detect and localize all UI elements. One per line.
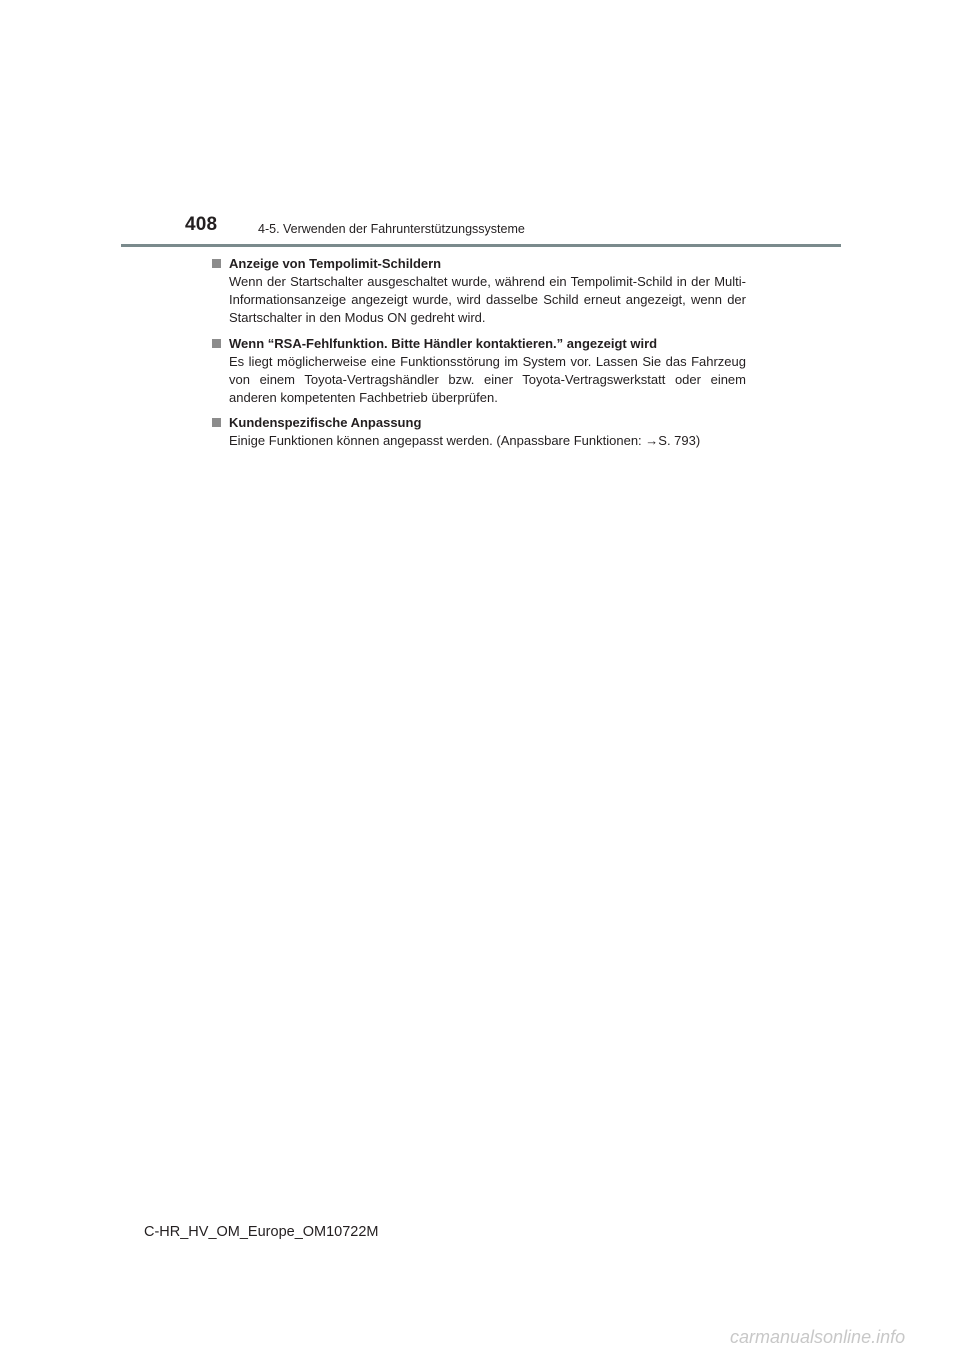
document-code: C-HR_HV_OM_Europe_OM10722M: [144, 1224, 379, 1240]
page-content: [212, 255, 746, 450]
section-heading-text: Kundenspezifische Anpassung: [229, 415, 422, 431]
section-paragraph-2: Es liegt möglicherweise eine Funktionsstörung im System vor. Lassen Sie das Fahrzeug von einem Toyota-Vertragshändler bzw. einer Toyota-Vertragswerkstatt oder einem anderen kompetenten Fachbetrieb überprüfen.: [229, 353, 746, 406]
page-number: 408: [185, 214, 218, 235]
section-title: 4-5. Verwenden der Fahrunterstützungssysteme: [258, 222, 525, 236]
section-heading-1: [212, 255, 746, 273]
section-paragraph-1: Wenn der Startschalter ausgeschaltet wurde, während ein Tempolimit-Schild in der Multi-Informationsanzeige angezeigt wurde, wird dasselbe Schild erneut angezeigt, wenn der Startschalter in den Modus ON gedreht wird.: [229, 274, 746, 326]
square-bullet-icon: [212, 259, 221, 268]
watermark: carmanualsonline.info: [730, 1327, 906, 1347]
header-divider: [121, 244, 841, 247]
section-heading-text: Anzeige von Tempolimit-Schildern: [229, 256, 442, 271]
section-heading-2: [212, 335, 746, 353]
section-paragraph-3: Einige Funktionen können angepasst werden. (Anpassbare Funktionen: →S. 793): [229, 433, 701, 449]
section-heading-3: [212, 414, 746, 432]
square-bullet-icon: [212, 339, 221, 348]
section-heading-text: Wenn “RSA-Fehlfunktion. Bitte Händler kontaktieren.” angezeigt wird: [229, 335, 658, 351]
square-bullet-icon: [212, 418, 221, 427]
